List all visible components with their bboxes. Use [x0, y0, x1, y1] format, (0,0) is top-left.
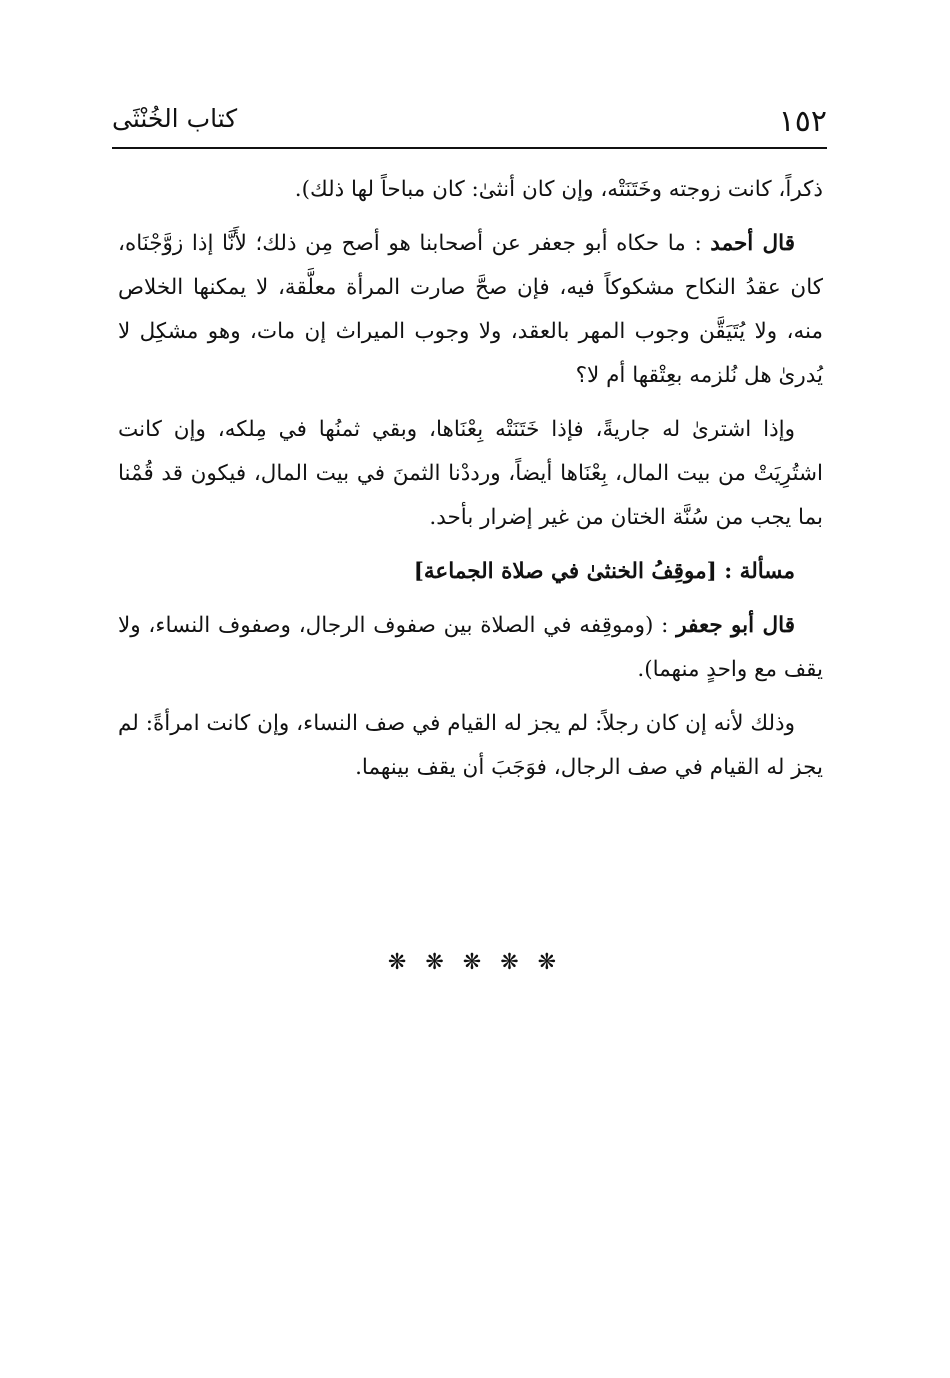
paragraph-2-lead: قال أحمد: [710, 231, 795, 256]
page-number: ١٥٢: [778, 104, 827, 139]
page-header: [112, 96, 827, 146]
paragraph-3-text: وإذا اشترىٰ له جاريةً، فإذا خَتَنَتْه بِعْنَاها، وبقي ثمنُها في مِلكه، وإن كانت اشتُرِيَتْ من بيت المال، بِعْنَاها أيضاً، ورددْنا الثمنَ في بيت المال، فيكون قد قُمْنا بما يجب من سُنَّة الختان من غير إضرار بأحد.: [118, 417, 823, 530]
paragraph-4: [118, 604, 823, 692]
running-title: كتاب الخُنْثَى: [112, 104, 238, 133]
paragraph-2-text: : ما حكاه أبو جعفر عن أصحابنا هو أصح مِن ذلك؛ لأَنَّا إذا زوَّجْنَاه، كان عقدُ النكاح مشكوكاً فيه، فإن صحَّ صارت المرأة معلَّقة، لا يمكنها الخلاص منه، ولا يُتَيَقَّن وجوب المهر بالعقد، ولا وجوب الميراث إن مات، وهو مشكِل لا يُدرىٰ هل نُلزمه بعِتْقها أم لا؟: [118, 231, 823, 388]
body-text: [118, 168, 823, 800]
paragraph-4-text: : (وموقِفه في الصلاة بين صفوف الرجال، وصفوف النساء، ولا يقف مع واحدٍ منهما).: [118, 613, 823, 682]
paragraph-2: [118, 222, 823, 398]
paragraph-5: [118, 702, 823, 790]
section-end-ornament: ❋ ❋ ❋ ❋ ❋: [387, 950, 563, 975]
section-heading: مسألة : [موقِفُ الخنثىٰ في صلاة الجماعة]: [413, 559, 795, 584]
paragraph-4-lead: قال أبو جعفر: [676, 613, 796, 638]
header-divider: [112, 147, 827, 149]
paragraph-5-text: وذلك لأنه إن كان رجلاً: لم يجز له القيام في صف النساء، وإن كانت امرأةً: لم يجز له القيام في صف الرجال، فوَجَبَ أن يقف بينهما.: [118, 711, 823, 780]
paragraph-1: [118, 168, 823, 212]
paragraph-1-text: ذكراً، كانت زوجته وخَتَنَتْه، وإن كان أنثىٰ: كان مباحاً لها ذلك).: [294, 177, 823, 202]
paragraph-3: [118, 408, 823, 540]
